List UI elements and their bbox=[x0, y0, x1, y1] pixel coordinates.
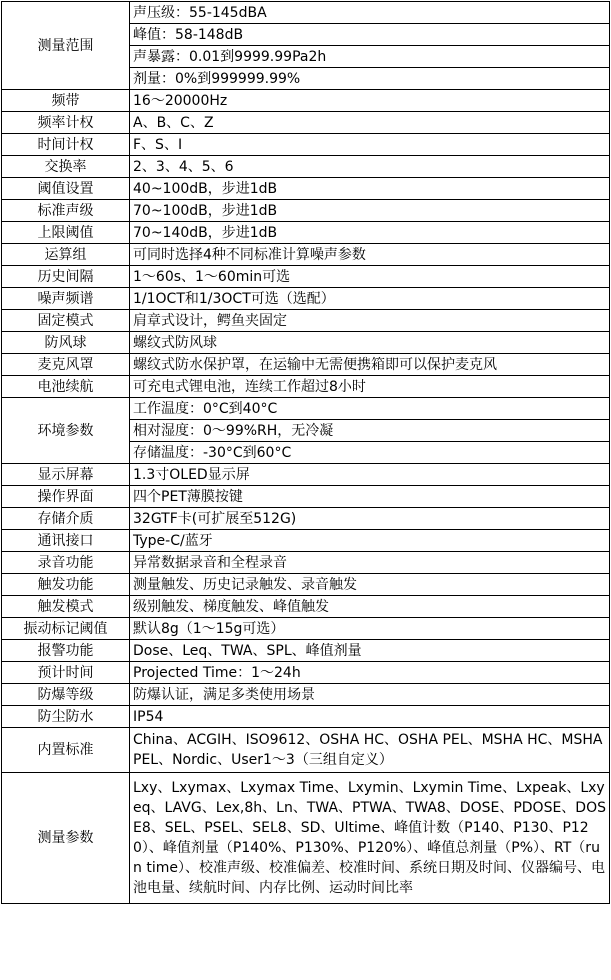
spec-row bbox=[2, 640, 610, 662]
spec-row bbox=[2, 332, 610, 354]
spec-label: 环境参数 bbox=[2, 398, 130, 464]
spec-value: 默认8g（1～15g可选） bbox=[130, 618, 610, 640]
spec-value: 16～20000Hz bbox=[130, 90, 610, 112]
spec-row bbox=[2, 773, 610, 904]
spec-value: 40~100dB，步进1dB bbox=[130, 178, 610, 200]
spec-value: 可同时选择4种不同标准计算噪声参数 bbox=[130, 244, 610, 266]
spec-label: 测量范围 bbox=[2, 2, 130, 90]
spec-value: 32GTF卡(可扩展至512G) bbox=[130, 508, 610, 530]
spec-row bbox=[2, 618, 610, 640]
spec-label: 运算组 bbox=[2, 244, 130, 266]
spec-row bbox=[2, 134, 610, 156]
spec-value: 2、3、4、5、6 bbox=[130, 156, 610, 178]
spec-value: 四个PET薄膜按键 bbox=[130, 486, 610, 508]
spec-row bbox=[2, 156, 610, 178]
spec-label: 阈值设置 bbox=[2, 178, 130, 200]
spec-value: 级别触发、梯度触发、峰值触发 bbox=[130, 596, 610, 618]
spec-row bbox=[2, 662, 610, 684]
spec-value: 螺纹式防水保护罩，在运输中无需便携箱即可以保护麦克风 bbox=[130, 354, 610, 376]
spec-label: 频率计权 bbox=[2, 112, 130, 134]
spec-label: 上限阈值 bbox=[2, 222, 130, 244]
spec-row bbox=[2, 596, 610, 618]
spec-label: 预计时间 bbox=[2, 662, 130, 684]
spec-value: 异常数据录音和全程录音 bbox=[130, 552, 610, 574]
spec-row bbox=[2, 90, 610, 112]
spec-label: 测量参数 bbox=[2, 773, 130, 904]
spec-label: 标准声级 bbox=[2, 200, 130, 222]
spec-table-body bbox=[2, 2, 610, 904]
spec-value: 可充电式锂电池，连续工作超过8小时 bbox=[130, 376, 610, 398]
spec-row bbox=[2, 574, 610, 596]
spec-row bbox=[2, 112, 610, 134]
spec-value: 剂量：0%到999999.99% bbox=[130, 68, 610, 90]
spec-value: 70~140dB，步进1dB bbox=[130, 222, 610, 244]
spec-value: 相对湿度：0～99%RH，无冷凝 bbox=[130, 420, 610, 442]
spec-label: 存储介质 bbox=[2, 508, 130, 530]
spec-label: 交换率 bbox=[2, 156, 130, 178]
spec-value: 声压级：55-145dBA bbox=[130, 2, 610, 24]
spec-value: Type-C/蓝牙 bbox=[130, 530, 610, 552]
spec-row bbox=[2, 706, 610, 728]
spec-label: 内置标准 bbox=[2, 728, 130, 773]
spec-label: 电池续航 bbox=[2, 376, 130, 398]
spec-label: 时间计权 bbox=[2, 134, 130, 156]
spec-value: Projected Time：1～24h bbox=[130, 662, 610, 684]
spec-label: 噪声频谱 bbox=[2, 288, 130, 310]
spec-label: 历史间隔 bbox=[2, 266, 130, 288]
spec-row bbox=[2, 464, 610, 486]
spec-value: 螺纹式防风球 bbox=[130, 332, 610, 354]
spec-value: IP54 bbox=[130, 706, 610, 728]
spec-value: 肩章式设计，鳄鱼夹固定 bbox=[130, 310, 610, 332]
spec-label: 触发功能 bbox=[2, 574, 130, 596]
spec-table bbox=[1, 1, 610, 904]
spec-row bbox=[2, 728, 610, 773]
spec-row bbox=[2, 486, 610, 508]
spec-row bbox=[2, 552, 610, 574]
spec-value: 1.3寸OLED显示屏 bbox=[130, 464, 610, 486]
spec-label: 防尘防水 bbox=[2, 706, 130, 728]
spec-value: A、B、C、Z bbox=[130, 112, 610, 134]
spec-value: Lxy、Lxymax、Lxymax Time、Lxymin、Lxymin Time、Lxpeak、Lxyeq、LAVG、Lex,8h、Ln、TWA、PTWA、TWA8、DOSE、PDOSE、DOSE8、SEL、PSEL、SEL8、SD、Ultime、峰值计数（P140、P130、P120）、峰值剂量（P140%、P130%、P120%）、峰值总剂量（P%）、RT（run time）、校准声级、校准偏差、校准时间、系统日期及时间、仪器编号、电池电量、续航时间、内存比例、运动时间比率 bbox=[130, 773, 610, 904]
spec-value: F、S、I bbox=[130, 134, 610, 156]
spec-label: 防爆等级 bbox=[2, 684, 130, 706]
spec-value: 工作温度：0°C到40°C bbox=[130, 398, 610, 420]
spec-row bbox=[2, 244, 610, 266]
spec-row bbox=[2, 222, 610, 244]
spec-row bbox=[2, 508, 610, 530]
spec-label: 振动标记阈值 bbox=[2, 618, 130, 640]
spec-label: 通讯接口 bbox=[2, 530, 130, 552]
spec-value: Dose、Leq、TWA、SPL、峰值剂量 bbox=[130, 640, 610, 662]
spec-value: 70~100dB，步进1dB bbox=[130, 200, 610, 222]
spec-label: 触发模式 bbox=[2, 596, 130, 618]
spec-label: 操作界面 bbox=[2, 486, 130, 508]
spec-row bbox=[2, 266, 610, 288]
spec-value: 1～60s、1～60min可选 bbox=[130, 266, 610, 288]
spec-value: 存储温度：-30°C到60°C bbox=[130, 442, 610, 464]
spec-row bbox=[2, 310, 610, 332]
spec-row bbox=[2, 288, 610, 310]
spec-label: 固定模式 bbox=[2, 310, 130, 332]
spec-label: 频带 bbox=[2, 90, 130, 112]
spec-row bbox=[2, 376, 610, 398]
spec-label: 麦克风罩 bbox=[2, 354, 130, 376]
spec-row bbox=[2, 398, 610, 420]
spec-label: 显示屏幕 bbox=[2, 464, 130, 486]
spec-value: 1/1OCT和1/3OCT可选（选配） bbox=[130, 288, 610, 310]
spec-label: 录音功能 bbox=[2, 552, 130, 574]
spec-value: 测量触发、历史记录触发、录音触发 bbox=[130, 574, 610, 596]
spec-row bbox=[2, 354, 610, 376]
spec-row bbox=[2, 684, 610, 706]
spec-row bbox=[2, 200, 610, 222]
spec-value: China、ACGIH、ISO9612、OSHA HC、OSHA PEL、MSHA HC、MSHA PEL、Nordic、User1～3（三组自定义） bbox=[130, 728, 610, 773]
spec-value: 防爆认证，满足多类使用场景 bbox=[130, 684, 610, 706]
spec-label: 报警功能 bbox=[2, 640, 130, 662]
spec-row bbox=[2, 178, 610, 200]
spec-row bbox=[2, 530, 610, 552]
spec-label: 防风球 bbox=[2, 332, 130, 354]
spec-row bbox=[2, 2, 610, 24]
spec-value: 声暴露：0.01到9999.99Pa2h bbox=[130, 46, 610, 68]
spec-value: 峰值：58-148dB bbox=[130, 24, 610, 46]
